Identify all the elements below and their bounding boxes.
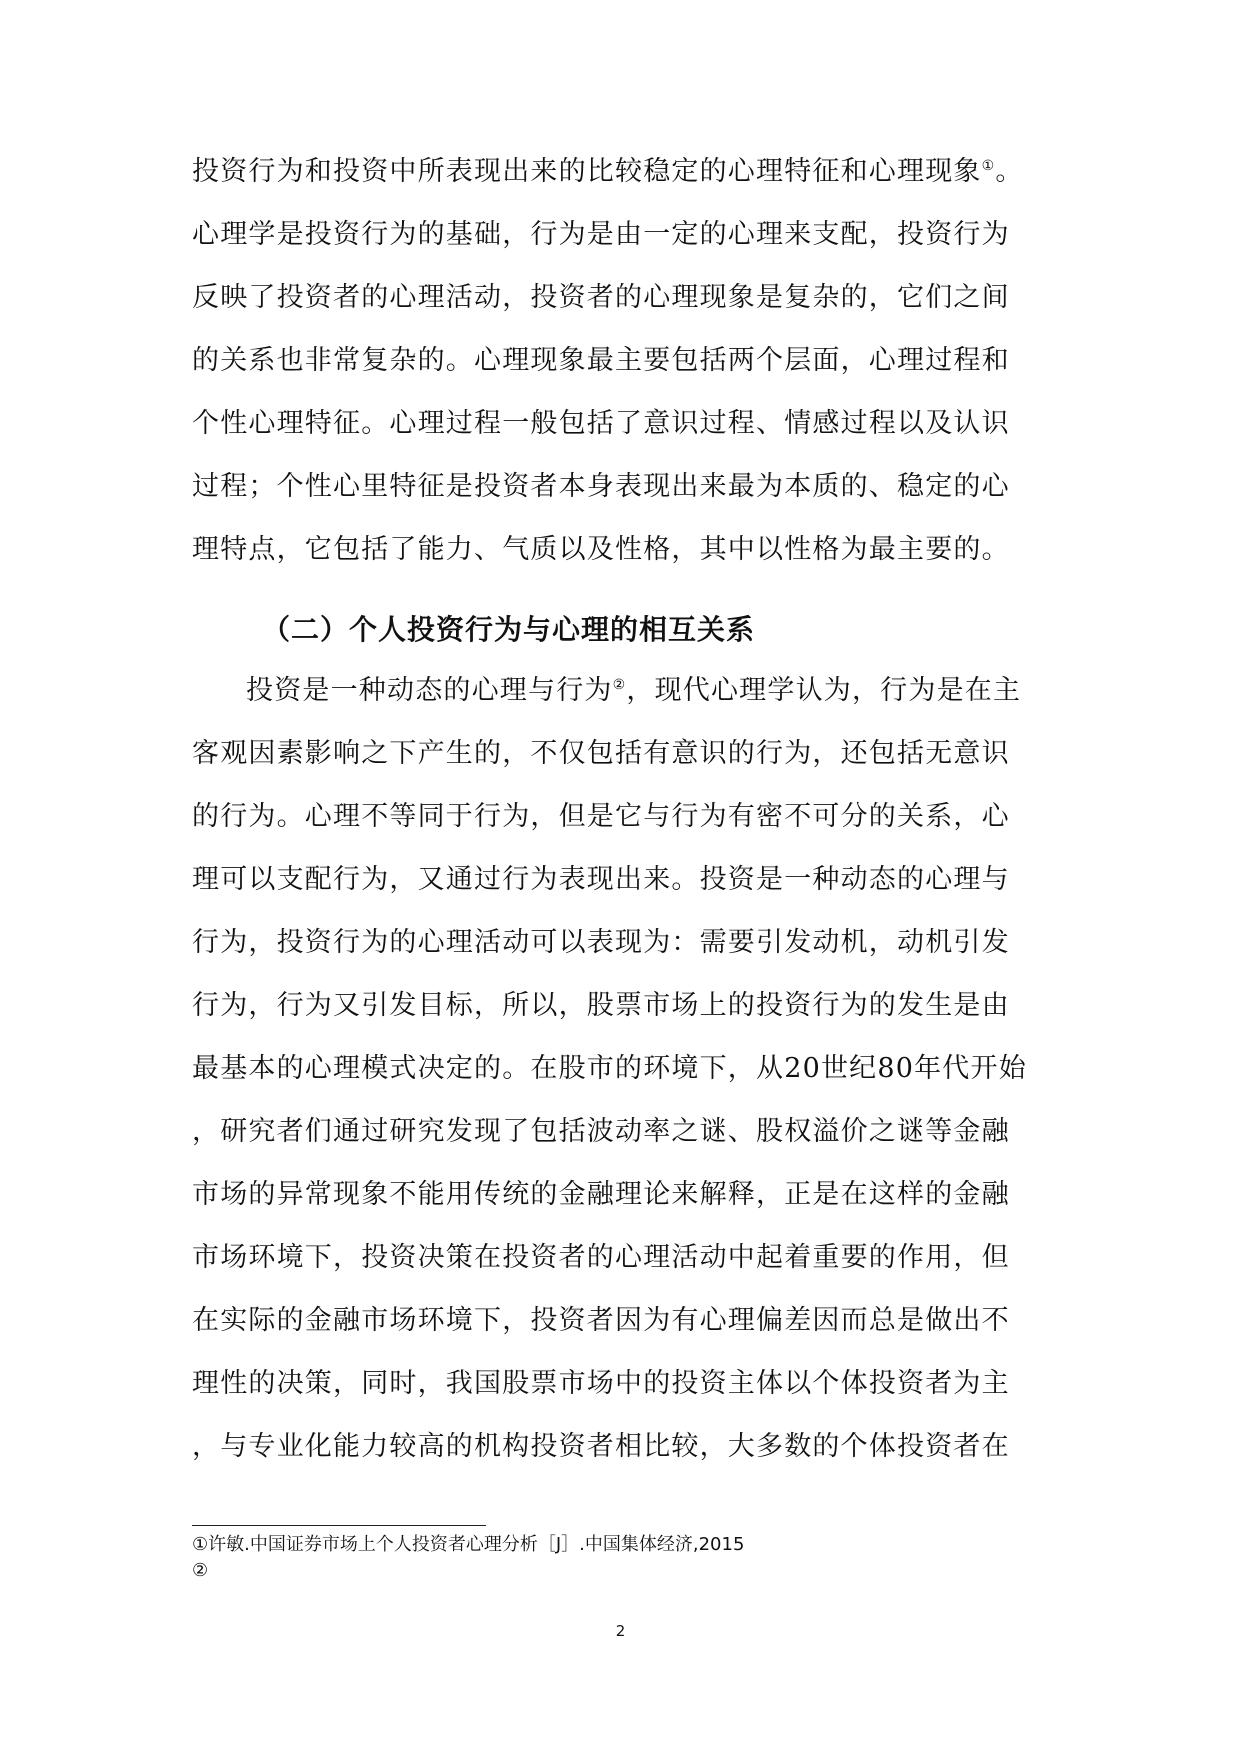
text-line: 理可以支配行为，又通过行为表现出来。投资是一种动态的心理与 bbox=[192, 864, 1010, 895]
paragraph-2 bbox=[192, 659, 1052, 1478]
text-line: 心理学是投资行为的基础，行为是由一定的心理来支配，投资行为 bbox=[192, 219, 1010, 250]
footnote-separator bbox=[192, 1525, 486, 1526]
text-line: 理特点，它包括了能力、气质以及性格，其中以性格为最主要的。 bbox=[192, 534, 1010, 565]
text-line: 客观因素影响之下产生的，不仅包括有意识的行为，还包括无意识 bbox=[192, 738, 1010, 769]
text-line: 在实际的金融市场环境下，投资者因为有心理偏差因而总是做出不 bbox=[192, 1305, 1010, 1336]
footnote-ref-1[interactable]: ① bbox=[981, 158, 996, 174]
text-line: 行为，投资行为的心理活动可以表现为：需要引发动机，动机引发 bbox=[192, 927, 1010, 958]
text-line: 的行为。心理不等同于行为，但是它与行为有密不可分的关系，心 bbox=[192, 801, 1010, 832]
text-line: 过程；个性心里特征是投资者本身表现出来最为本质的、稳定的心 bbox=[192, 471, 1010, 502]
text-line: ，与专业化能力较高的机构投资者相比较，大多数的个体投资者在 bbox=[192, 1431, 1010, 1462]
text-line: 市场环境下，投资决策在投资者的心理活动中起着重要的作用，但 bbox=[192, 1242, 1010, 1273]
text-line: 个性心理特征。心理过程一般包括了意识过程、情感过程以及认识 bbox=[192, 408, 1010, 439]
text-line: ，研究者们通过研究发现了包括波动率之谜、股权溢价之谜等金融 bbox=[192, 1116, 1010, 1147]
section-heading: （二）个人投资行为与心理的相互关系 bbox=[262, 613, 756, 646]
text-line: 反映了投资者的心理活动，投资者的心理现象是复杂的，它们之间 bbox=[192, 282, 1010, 313]
text-line: 投资行为和投资中所表现出来的比较稳定的心理特征和心理现象①。 bbox=[192, 156, 1024, 187]
text-line: 行为，行为又引发目标，所以，股票市场上的投资行为的发生是由 bbox=[192, 990, 1010, 1021]
footnote-ref-2[interactable]: ② bbox=[612, 677, 627, 693]
text-line: 最基本的心理模式决定的。在股市的环境下，从20世纪80年代开始 bbox=[192, 1053, 1027, 1084]
footnote-2: ② bbox=[192, 1560, 209, 1581]
text-line: 市场的异常现象不能用传统的金融理论来解释，正是在这样的金融 bbox=[192, 1179, 1010, 1210]
text-line: 投资是一种动态的心理与行为②，现代心理学认为，行为是在主 bbox=[246, 675, 1022, 706]
paragraph-1 bbox=[192, 140, 1052, 581]
footnote-1: ①许敏.中国证券市场上个人投资者心理分析［J］.中国集体经济,2015 bbox=[192, 1534, 745, 1555]
text-line: 理性的决策，同时，我国股票市场中的投资主体以个体投资者为主 bbox=[192, 1368, 1010, 1399]
text-line: 的关系也非常复杂的。心理现象最主要包括两个层面，心理过程和 bbox=[192, 345, 1010, 376]
page-number: 2 bbox=[615, 1622, 626, 1640]
